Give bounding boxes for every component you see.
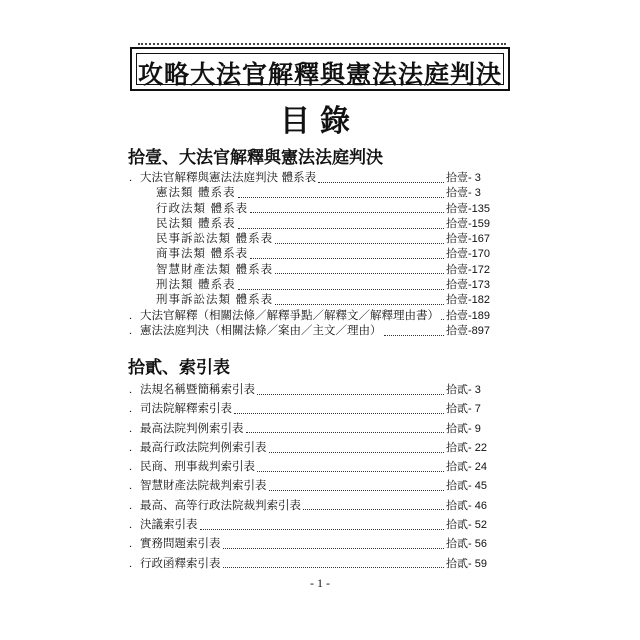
dot-leader — [238, 219, 444, 229]
toc-entry-label: 民法類 體系表 — [156, 215, 236, 230]
toc-entry-page: 拾壹-182 — [446, 294, 491, 307]
bullet-mark: ． — [129, 325, 139, 337]
toc-entry-label: 智慧財產法院裁判索引表 — [140, 478, 267, 493]
toc-entry-label: 商事法類 體系表 — [156, 246, 249, 261]
toc-entry-label: 決議索引表 — [140, 517, 198, 532]
toc-entry-label: 大法官解釋（相關法條／解釋爭點／解釋文／解釋理由書） — [140, 307, 439, 322]
toc-entry — [128, 554, 508, 573]
toc-entry — [128, 231, 508, 246]
toc-entry-label: 最高行政法院判例索引表 — [140, 439, 267, 454]
title-decoration — [138, 43, 506, 49]
toc-entry — [128, 457, 508, 476]
toc-entry-page: 拾壹-897 — [446, 324, 491, 337]
toc-entry-label: 行政法類 體系表 — [156, 200, 249, 215]
toc-entry-page: 拾貳- 46 — [446, 499, 487, 512]
book-title: 攻略大法官解釋與憲法法庭判決 — [137, 60, 502, 89]
dot-leader — [246, 423, 445, 433]
dot-leader — [223, 539, 445, 549]
toc-entry-label: 刑事訴訟法類 體系表 — [156, 292, 274, 307]
dot-leader — [275, 264, 444, 274]
toc-entry — [128, 515, 508, 534]
toc-entry-page: 拾壹-135 — [446, 202, 491, 215]
toc-entry — [128, 438, 508, 457]
toc-entry — [128, 380, 508, 399]
toc-entry-label: 民事訴訟法類 體系表 — [156, 231, 274, 246]
toc-entry-page: 拾貳- 59 — [446, 557, 487, 570]
toc-entry — [128, 399, 508, 418]
bullet-mark: ． — [129, 500, 139, 512]
section-heading: 拾壹、大法官解釋與憲法法庭判決 — [128, 148, 383, 168]
toc-entry-page: 拾貳- 7 — [446, 403, 481, 416]
toc-entry-label: 大法官解釋與憲法法庭判決 體系表 — [140, 170, 317, 184]
toc-entry — [128, 185, 508, 200]
toc-entry — [128, 308, 508, 323]
toc-entry-page: 拾貳- 9 — [446, 422, 481, 435]
toc-entry-page: 拾貳- 56 — [446, 538, 487, 551]
toc-entry — [128, 262, 508, 277]
dot-leader — [269, 481, 445, 491]
page-number: - 1 - — [310, 576, 330, 590]
toc-section-2 — [128, 356, 508, 573]
toc-entry-page: 拾壹- 3 — [446, 187, 481, 200]
toc-entry — [128, 246, 508, 261]
toc-heading: 目錄 — [280, 104, 360, 139]
bullet-mark: ． — [129, 310, 139, 322]
dot-leader — [275, 234, 444, 244]
toc-entry-page: 拾貳- 22 — [446, 441, 487, 454]
toc-entry-page: 拾壹-172 — [446, 263, 491, 276]
bullet-mark: ． — [129, 558, 139, 570]
toc-entry-page: 拾壹-189 — [446, 309, 491, 322]
toc-list — [128, 170, 508, 338]
dot-leader — [223, 558, 445, 568]
bullet-mark: ． — [129, 462, 139, 474]
toc-entry-label: 法規名稱暨簡稱索引表 — [140, 382, 255, 396]
bullet-mark: ． — [129, 385, 139, 396]
dot-leader — [257, 462, 444, 472]
dot-leader — [269, 443, 445, 453]
toc-entry — [128, 419, 508, 438]
toc-entry — [128, 277, 508, 292]
bullet-mark: ． — [129, 481, 139, 493]
toc-entry-label: 民商、刑事裁判索引表 — [140, 459, 255, 474]
bullet-mark: ． — [129, 520, 139, 532]
toc-entry — [128, 476, 508, 495]
toc-entry-label: 實務問題索引表 — [140, 536, 221, 551]
dot-leader — [275, 295, 444, 305]
toc-entry-page: 拾壹- 3 — [446, 172, 481, 184]
toc-section-1 — [128, 146, 508, 338]
toc-entry-page: 拾貳- 3 — [446, 384, 481, 396]
toc-entry — [128, 534, 508, 553]
bullet-mark: ． — [129, 173, 139, 184]
bullet-mark: ． — [129, 539, 139, 551]
toc-entry-page: 拾貳- 45 — [446, 480, 487, 493]
bullet-mark: ． — [129, 442, 139, 454]
toc-entry-page: 拾貳- 24 — [446, 461, 487, 474]
dot-leader — [200, 520, 445, 530]
toc-entry — [128, 292, 508, 307]
bullet-mark: ． — [129, 423, 139, 435]
dot-leader — [250, 203, 444, 213]
dot-leader — [303, 500, 444, 510]
section-heading: 拾貳、索引表 — [128, 358, 230, 378]
toc-entry — [128, 323, 508, 338]
bullet-mark: ． — [129, 404, 139, 416]
toc-entry-page: 拾壹-159 — [446, 217, 491, 230]
toc-entry-page: 拾壹-173 — [446, 279, 491, 292]
toc-entry-page: 拾壹-170 — [446, 248, 491, 261]
toc-entry-label: 行政函釋索引表 — [140, 555, 221, 570]
toc-entry-label: 憲法類 體系表 — [156, 185, 236, 200]
toc-entry-label: 司法院解釋索引表 — [140, 401, 232, 416]
toc-list — [128, 380, 508, 573]
book-title-box — [130, 47, 510, 91]
toc-entry-label: 憲法法庭判決（相關法條／案由／主文／理由） — [140, 322, 382, 337]
dot-leader — [384, 326, 445, 336]
dot-leader — [234, 404, 444, 414]
dot-leader — [250, 249, 444, 259]
toc-entry — [128, 496, 508, 515]
toc-entry — [128, 170, 508, 185]
toc-entry-label: 刑法類 體系表 — [156, 277, 236, 292]
toc-entry — [128, 216, 508, 231]
toc-entry-page: 拾貳- 52 — [446, 519, 487, 532]
toc-entry-label: 智慧財產法類 體系表 — [156, 261, 274, 276]
dot-leader — [238, 280, 444, 290]
dot-leader — [238, 188, 444, 198]
toc-entry-label: 最高法院判例索引表 — [140, 420, 244, 435]
dot-leader — [441, 310, 444, 320]
dot-leader — [318, 173, 444, 183]
toc-entry — [128, 201, 508, 216]
toc-entry-label: 最高、高等行政法院裁判索引表 — [140, 497, 301, 512]
dot-leader — [257, 385, 444, 395]
toc-entry-page: 拾壹-167 — [446, 233, 491, 246]
